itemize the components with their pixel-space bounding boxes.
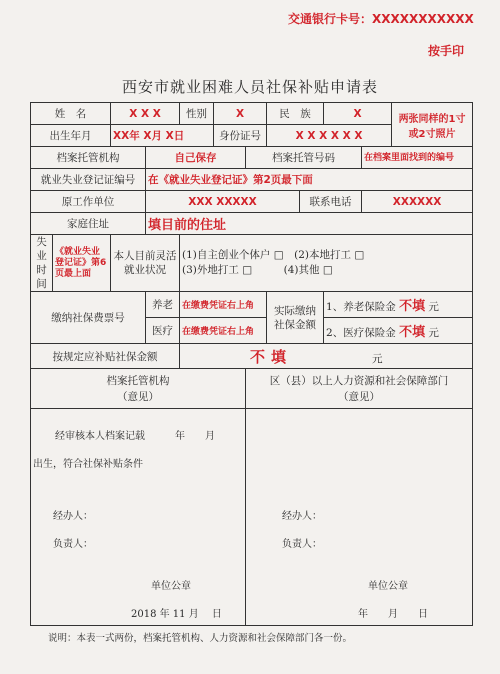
handler-label-right: 经办人： (282, 511, 323, 522)
employment-status-label: 本人目前灵活 就业状况 (111, 235, 180, 292)
birth-label: 出生年月 (31, 125, 111, 147)
seal-label-right: 单位公章 (368, 581, 409, 592)
leader-label-left: 负责人： (53, 539, 93, 550)
medical-label: 医疗 (146, 318, 180, 344)
birth-value[interactable]: XX年 X月 X日 (111, 125, 214, 147)
footer-note: 说明：本表一式两份，档案托管机构、人力资源和社会保障部门各一份。 (48, 633, 353, 644)
district-opinion-header: 区（县）以上人力资源和社会保障部门 （意见） (246, 369, 473, 409)
option-local-work[interactable]: (2)本地打工 □ (294, 249, 365, 261)
phone-label: 联系电话 (300, 191, 362, 213)
subsidy-amount-label: 按规定应补贴社保金额 (31, 344, 180, 369)
unemp-time-value[interactable]: 《就业失业登记证》第6页最上面 (53, 235, 111, 292)
archive-org-label: 档案托管机构 (31, 147, 146, 169)
gender-label: 性别 (180, 103, 214, 125)
pension-amount-label: 1、养老保险金 (326, 301, 396, 313)
orig-work-label: 原工作单位 (31, 191, 146, 213)
date-right: 年 月 日 (358, 609, 429, 620)
unemp-time-label: 失业 时间 (31, 235, 53, 292)
opinion-line-1: 经审核本人档案记载 年 月 (55, 431, 215, 442)
option-remote-work[interactable]: (3)外地打工 □ (182, 264, 253, 276)
id-value[interactable]: X X X X X X (267, 125, 392, 147)
name-value[interactable]: X X X (111, 103, 180, 125)
phone-value[interactable]: XXXXXX (362, 191, 473, 213)
pension-label: 养老 (146, 292, 180, 318)
pension-amount-value[interactable]: 不填 (399, 299, 426, 314)
address-value[interactable]: 填目前的住址 (146, 213, 473, 235)
yuan-label: 元 (428, 327, 439, 339)
option-other[interactable]: (4)其他 □ (283, 264, 333, 276)
bank-card-note: 交通银行卡号：XXXXXXXXXXX (288, 12, 474, 26)
yuan-label: 元 (428, 301, 439, 313)
unemp-reg-label: 就业失业登记证编号 (31, 169, 146, 191)
ethnicity-value[interactable]: X (324, 103, 392, 125)
archive-opinion-box (31, 409, 246, 626)
seal-label-left: 单位公章 (151, 581, 191, 592)
id-label: 身份证号 (214, 125, 267, 147)
yuan-label-2: 元 (372, 352, 383, 365)
gender-value[interactable]: X (214, 103, 267, 125)
leader-label-right: 负责人： (282, 539, 323, 550)
ethnicity-label: 民 族 (267, 103, 324, 125)
archive-opinion-header: 档案托管机构 （意见） (31, 369, 246, 409)
medical-ticket-value[interactable]: 在缴费凭证右上角 (180, 318, 267, 344)
archive-org-value[interactable]: 自己保存 (146, 147, 246, 169)
unemp-reg-value[interactable]: 在《就业失业登记证》第2页最下面 (146, 169, 473, 191)
insurance-ticket-label: 缴纳社保费票号 (31, 292, 146, 344)
application-form (30, 102, 473, 626)
actual-amount-label: 实际缴纳 社保金额 (267, 292, 324, 344)
name-label: 姓 名 (31, 103, 111, 125)
handler-label-left: 经办人： (53, 511, 93, 522)
medical-amount-value[interactable]: 不填 (399, 325, 426, 340)
subsidy-amount-value[interactable]: 不填 (250, 347, 293, 366)
district-opinion-box (246, 409, 473, 626)
option-self-employed[interactable]: (1)自主创业个体户 □ (182, 249, 284, 261)
archive-no-label: 档案托管号码 (246, 147, 362, 169)
archive-no-value[interactable]: 在档案里面找到的编号 (362, 147, 473, 169)
opinion-line-2: 出生，符合社保补贴条件 (33, 459, 143, 470)
form-title: 西安市就业困难人员社保补贴申请表 (121, 78, 378, 96)
pension-ticket-value[interactable]: 在缴费凭证右上角 (180, 292, 267, 318)
orig-work-value[interactable]: XXX XXXXX (146, 191, 300, 213)
fingerprint-note: 按手印 (428, 44, 465, 58)
photo-note: 两张同样的1寸或2寸照片 (392, 103, 473, 147)
address-label: 家庭住址 (31, 213, 146, 235)
medical-amount-label: 2、医疗保险金 (326, 327, 396, 339)
date-left: 2018 年 11 月 日 (131, 609, 222, 620)
